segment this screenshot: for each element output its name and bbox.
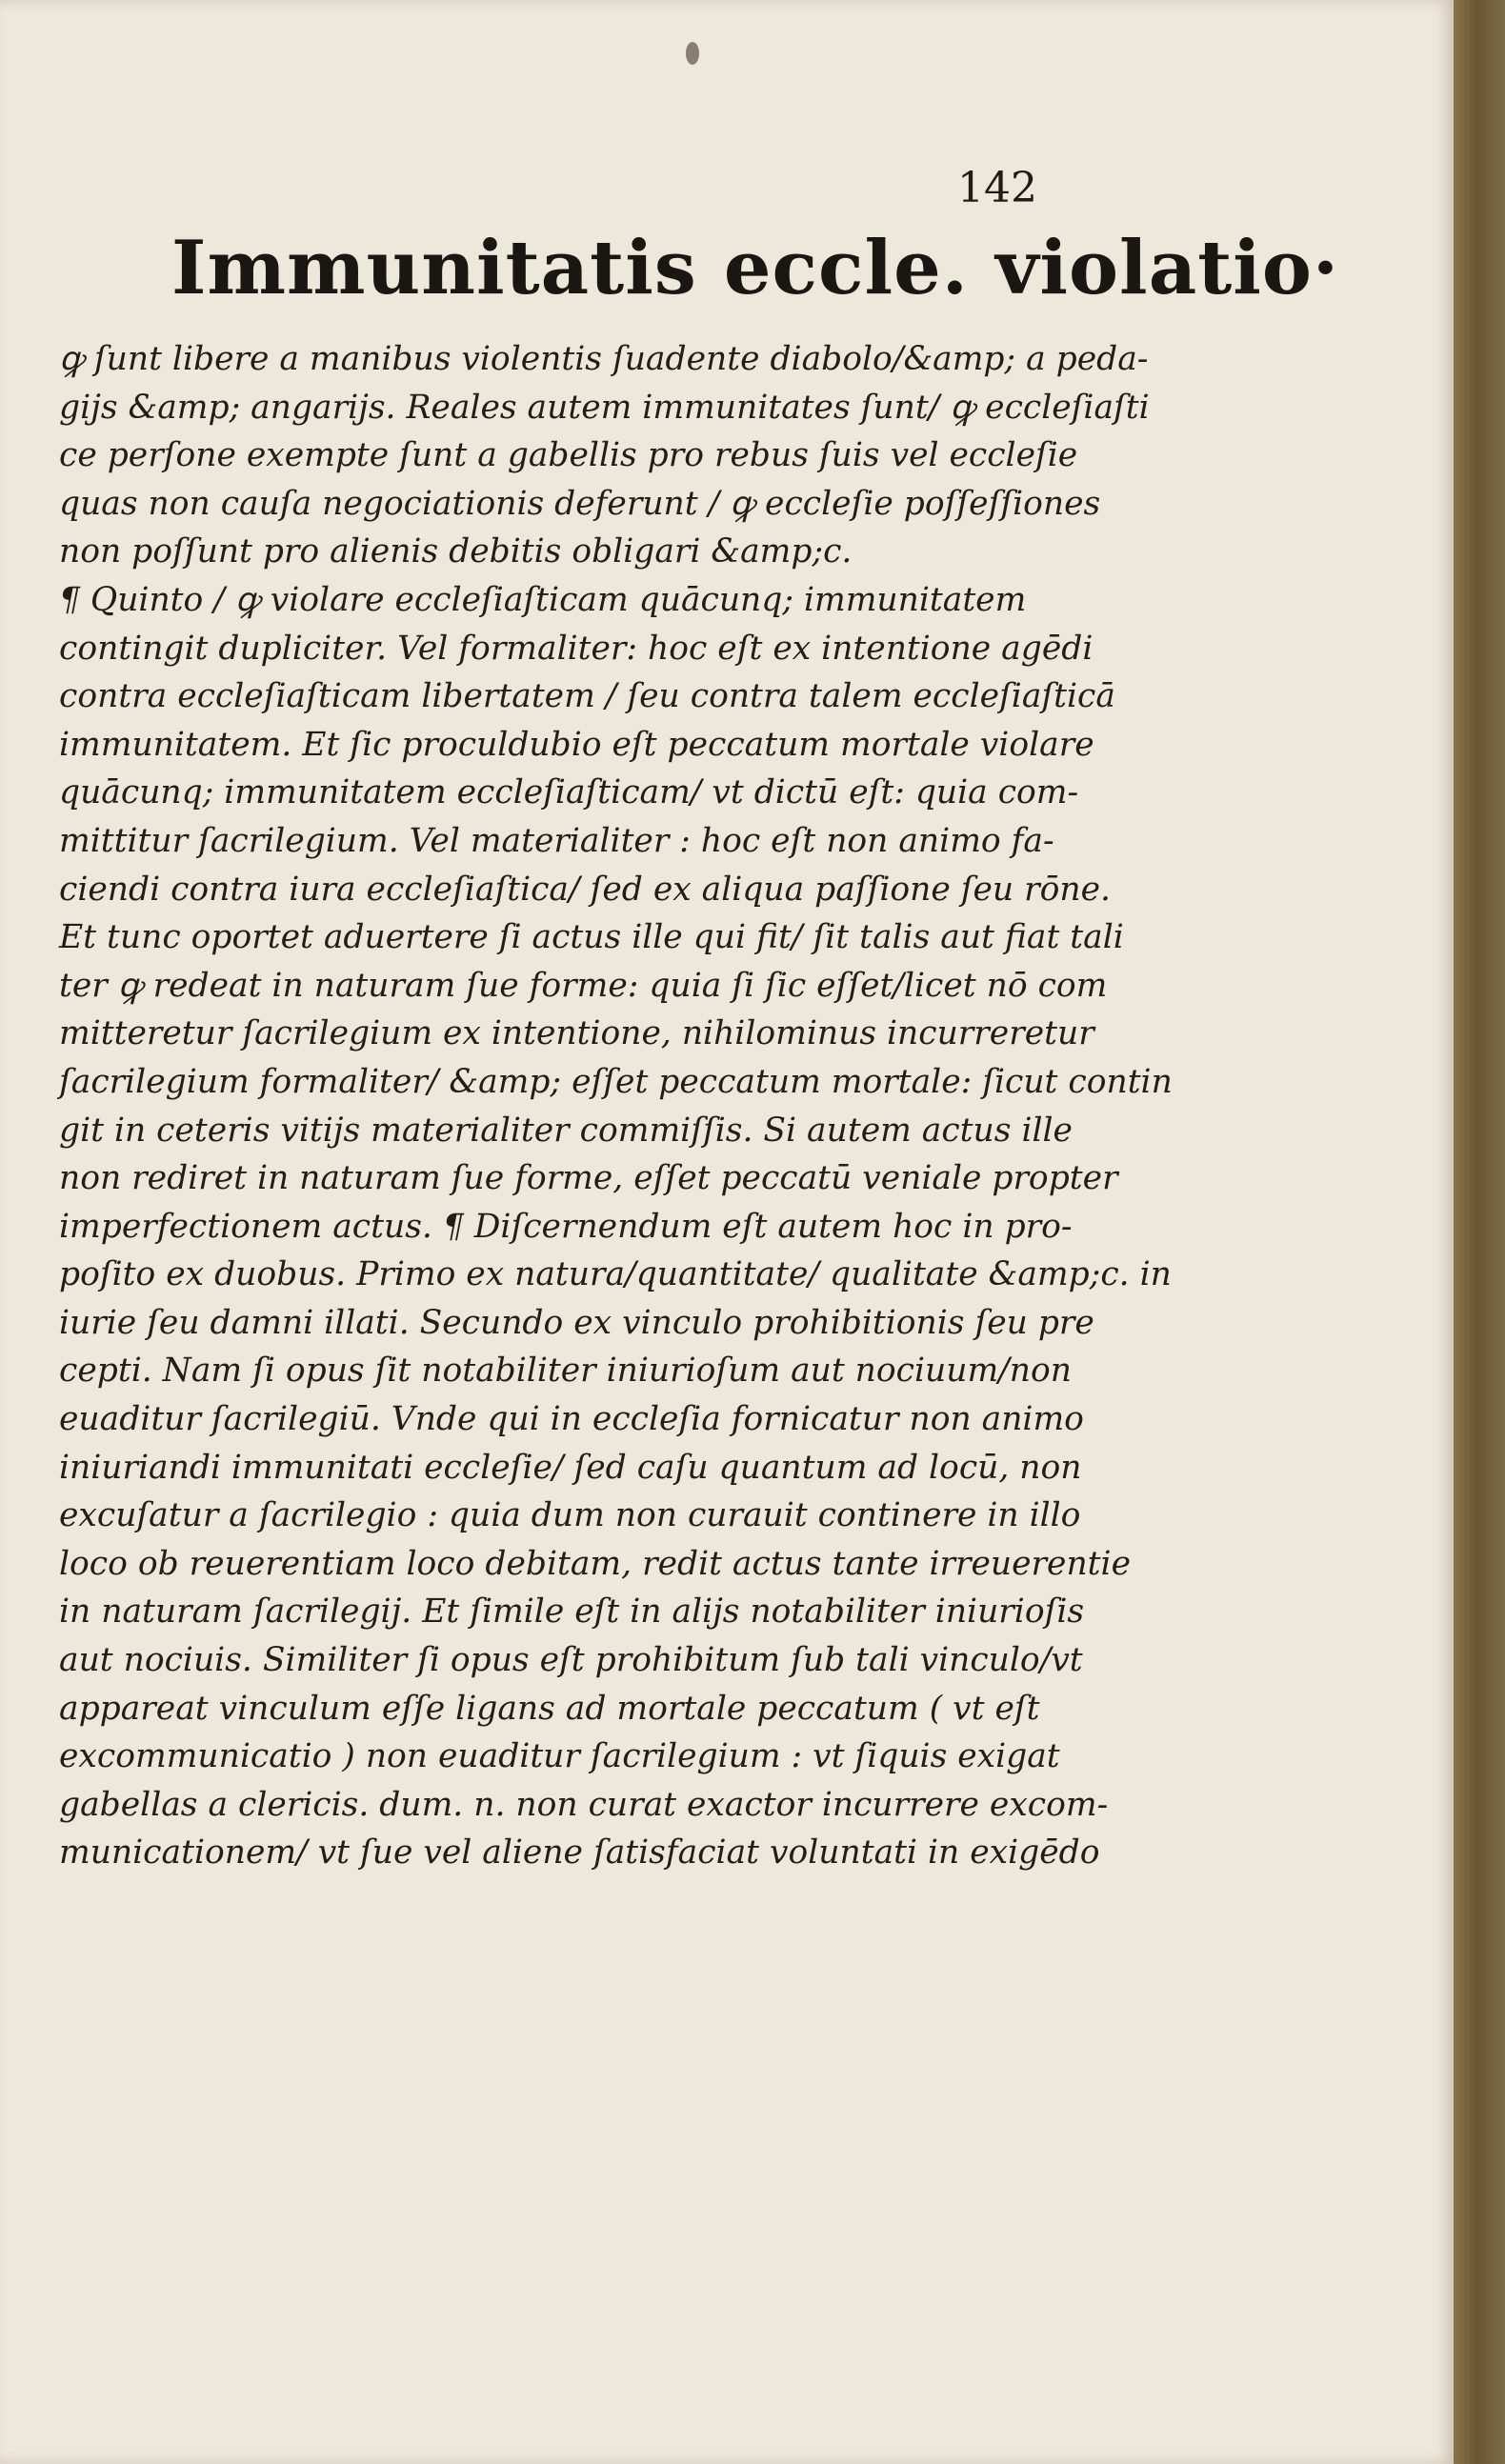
text-line: euaditur ſacrilegiū. Vnde qui in eccleſia fornicatur non animo	[59, 1400, 1084, 1439]
text-line: loco ob reuerentiam loco debitam, redit actus tante irreuerentie	[59, 1544, 1131, 1583]
text-line: mittitur ſacrilegium. Vel materialiter : hoc eſt non animo fa‐	[59, 821, 1054, 860]
text-line: cepti. Nam ſi opus ſit notabiliter iniurioſum aut nociuum/non	[59, 1352, 1073, 1391]
text-line: ſacrilegium formaliter/ &amp; eſſet peccatum mortale: ſicut contin	[59, 1062, 1173, 1101]
text-line: in naturam ſacrilegij. Et ſimile eſt in alijs notabiliter iniurioſis	[59, 1593, 1085, 1632]
text-line: mitteretur ſacrilegium ex intentione, nihilominus incurreretur	[59, 1014, 1094, 1053]
ink-stain	[686, 42, 699, 65]
text-line: ciendi contra iura eccleſiaſtica/ ſed ex aliqua paſſione ſeu rōne.	[59, 870, 1111, 909]
text-line: gijs &amp; angarijs. Reales autem immunitates ſunt/ ꝙ eccleſiaſti	[59, 388, 1150, 427]
text-line: poſito ex duobus. Primo ex natura/quantitate/ qualitate &amp;c. in	[59, 1255, 1172, 1294]
text-line: quācunq; immunitatem eccleſiaſticam/ vt dictū eſt: quia com‐	[59, 773, 1079, 812]
text-line: appareat vinculum eſſe ligans ad mortale peccatum ( vt eſt	[59, 1689, 1040, 1728]
text-line: municationem/ vt ſue vel aliene ſatisfaciat voluntati in exigēdo	[59, 1833, 1100, 1873]
text-line: ter ꝙ redeat in naturam ſue forme: quia ſi ſic eſſet/licet nō com	[59, 966, 1108, 1005]
text-line: gabellas a clericis. dum. n. non curat exactor incurrere excom‐	[59, 1785, 1109, 1824]
text-line: excommunicatio ) non euaditur ſacrilegium : vt ſiquis exigat	[59, 1737, 1060, 1776]
running-title: Immunitatis eccle. violatio·	[171, 225, 1340, 311]
text-line: contra eccleſiaſticam libertatem / ſeu contra talem eccleſiaſticā	[59, 677, 1115, 716]
text-line: git in ceteris vitijs materialiter commiſſis. Si autem actus ille	[59, 1111, 1073, 1150]
text-line: iniuriandi immunitati eccleſie/ ſed caſu quantum ad locū, non	[59, 1448, 1082, 1487]
text-line: excuſatur a ſacrilegio : quia dum non curauit continere in illo	[59, 1496, 1081, 1535]
text-line: immunitatem. Et ſic proculdubio eſt peccatum mortale violare	[59, 725, 1094, 764]
text-line: non poſſunt pro alienis debitis obligari &amp;c.	[59, 532, 853, 571]
text-line: aut nociuis. Similiter ſi opus eſt prohibitum ſub tali vinculo/vt	[59, 1641, 1083, 1680]
body-text	[59, 335, 1173, 1877]
text-line: imperfectionem actus. ¶ Diſcernendum eſt autem hoc in pro‐	[59, 1207, 1073, 1246]
text-line: quas non cauſa negociationis deferunt / ꝙ eccleſie poſſeſſiones	[59, 484, 1101, 523]
text-line: ꝙ ſunt libere a manibus violentis ſuadente diabolo/&amp; a peda‐	[59, 340, 1149, 378]
text-line: non rediret in naturam ſue forme, eſſet peccatū veniale propter	[59, 1159, 1118, 1198]
text-line: ¶ Quinto / ꝙ violare eccleſiaſticam quācunq; immunitatem	[59, 580, 1027, 619]
text-line: Et tunc oportet aduertere ſi actus ille qui fit/ ſit talis aut fiat tali	[59, 918, 1124, 957]
binding-edge	[1454, 0, 1505, 2464]
text-line: iurie ſeu damni illati. Secundo ex vinculo prohibitionis ſeu pre	[59, 1303, 1094, 1342]
page-number: 142	[957, 164, 1037, 212]
text-line: contingit dupliciter. Vel formaliter: hoc eſt ex intentione agēdi	[59, 629, 1094, 668]
text-line: ce perſone exempte ſunt a gabellis pro rebus ſuis vel eccleſie	[59, 436, 1078, 475]
